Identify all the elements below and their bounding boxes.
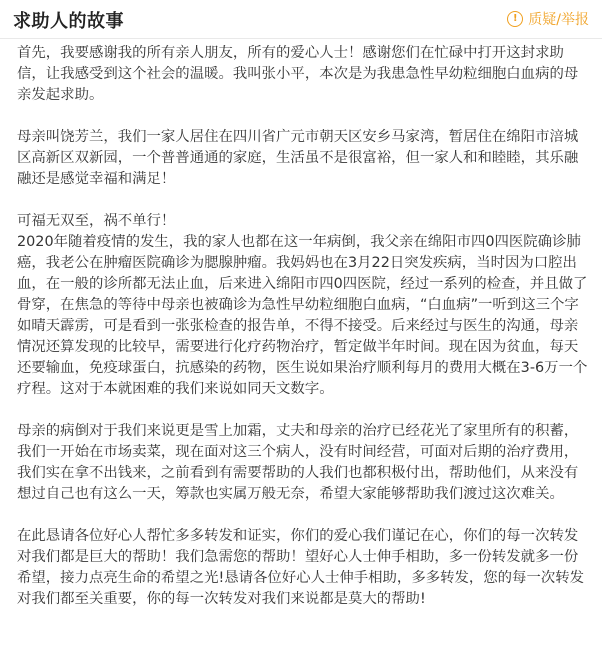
story-paragraph: 在此恳请各位好心人帮忙多多转发和证实，你们的爱心我们谨记在心，你们的每一次转发对我们都是巨大的帮助！我们急需您的帮助！望好心人士伸手相助，多一份转发就多一份希望，接力点亮生命的希望之光!恳请各位好心人士伸手相助，多多转发，您的每一次转发对我们都至关重要，你的每一次转发对我们来说都是莫大的帮助! [17,528,585,607]
exclamation-circle-icon: ! [507,11,523,27]
story-content [0,43,602,610]
report-link[interactable] [507,9,589,29]
story-paragraph: 可福无双至，祸不单行！ 2020年随着疫情的发生，我的家人也都在这一年病倒，我父亲在绵阳市四0四医院确诊肺癌，我老公在肿瘤医院确诊为腮腺肿瘤。我妈妈也在3月22日突发疾病，当时因为口腔出血，在一般的诊所都无法止血，后来进入绵阳市四0四医院，经过一系列的检查，并且做了骨穿，在焦急的等待中母亲也被确诊为急性早幼粒细胞白血病，“白血病”一听到这三个字如晴天霹雳，可是看到一张张检查的报告单，不得不接受。后来经过与医生的沟通，母亲情况还算发现的比较早，需要进行化疗药物治疗，暂定做半年时间。现在因为贫血，每天还要输血，免疫球蛋白，抗感染的药物，医生说如果治疗顺利每月的费用大概在3-6万一个疗程。这对于本就困难的我们来说如同天文数字。 [17,213,588,397]
page-header [0,0,602,39]
story-paragraph: 母亲叫饶芳兰，我们一家人居住在四川省广元市朝天区安乡马家湾，暂居住在绵阳市涪城区高新区双新园，一个普普通通的家庭，生活虽不是很富裕，但一家人和和睦睦，其乐融融还是感觉幸福和满足！ [17,129,579,187]
report-label: 质疑/举报 [528,12,589,28]
story-paragraph: 首先，我要感谢我的所有亲人朋友，所有的爱心人士！感谢您们在忙碌中打开这封求助信，让我感受到这个社会的温暖。我叫张小平，本次是为我患急性早幼粒细胞白血病的母亲发起求助。 [17,45,579,103]
story-paragraph: 母亲的病倒对于我们来说更是雪上加霜，丈夫和母亲的治疗已经花光了家里所有的积蓄，我们一开始在市场卖菜，现在面对这三个病人，没有时间经营，可面对后期的治疗费用，我们实在拿不出钱来，之前看到有需要帮助的人我们也都积极付出，帮助他们，从来没有想过自己也有这么一天，筹款也实属万般无奈，希望大家能够帮助我们渡过这次难关。 [17,423,579,502]
page-title: 求助人的故事 [13,11,124,32]
